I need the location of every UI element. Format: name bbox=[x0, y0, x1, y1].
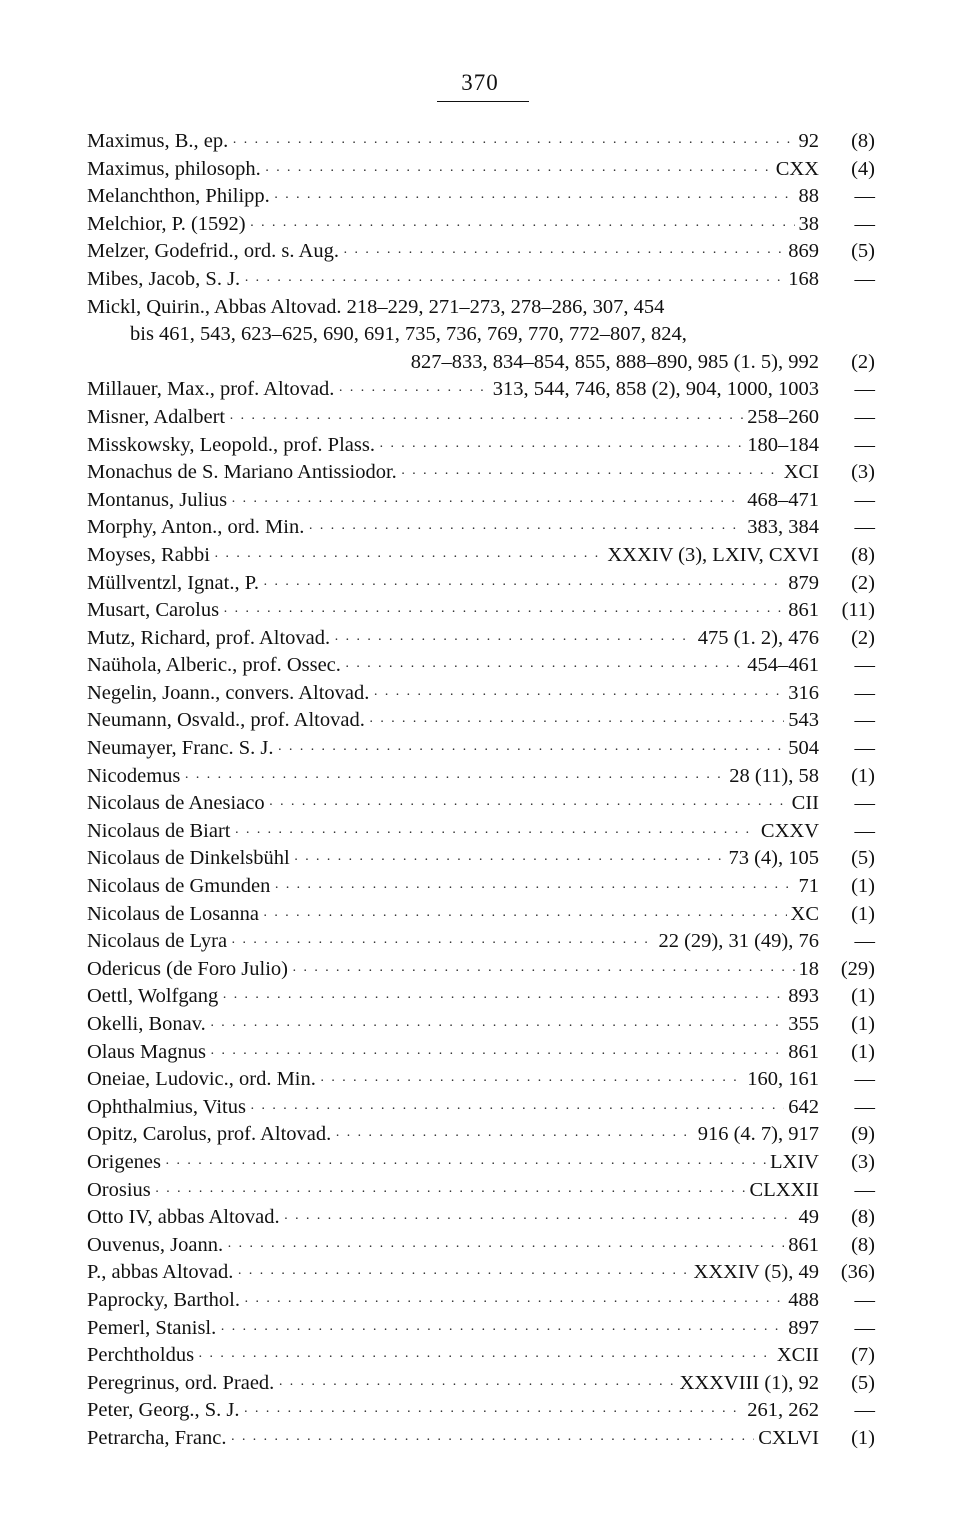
entry-pages: 383, 384 bbox=[747, 516, 819, 539]
entry-count: — bbox=[854, 737, 875, 760]
entry-count: (1) bbox=[851, 875, 875, 898]
entry-name: Orosius bbox=[87, 1178, 151, 1201]
entry-name: Maximus, philosoph. bbox=[87, 157, 261, 180]
entry-pages: CXX bbox=[775, 157, 819, 180]
entry-pages: 861 bbox=[788, 1040, 819, 1063]
entry-name: Odericus (de Foro Julio) bbox=[87, 957, 288, 980]
entry-pages: 916 (4. 7), 917 bbox=[697, 1123, 819, 1146]
entry-pages: 897 bbox=[788, 1316, 819, 1339]
entry-name: Nicolaus de Dinkelsbühl bbox=[87, 847, 290, 870]
entry-count: (2) bbox=[851, 350, 875, 373]
dot-leader bbox=[292, 958, 795, 986]
entry-pages: XC bbox=[790, 902, 819, 925]
entry-pages: 258–260 bbox=[747, 405, 819, 428]
entry-count: (2) bbox=[851, 626, 875, 649]
entry-count: (29) bbox=[840, 957, 875, 980]
entry-line bbox=[87, 349, 875, 377]
entry-name: Peregrinus, ord. Praed. bbox=[87, 1371, 275, 1394]
entry-line: Mickl, Quirin., Abbas Altovad. 218–229, 271–273, 278–286, 307, 454 bbox=[87, 295, 665, 318]
entry-count: — bbox=[854, 1095, 875, 1118]
dot-leader bbox=[223, 599, 784, 627]
entry-pages: 543 bbox=[788, 709, 819, 732]
entry-count: (7) bbox=[851, 1344, 875, 1367]
entry-name: Melanchthon, Philipp. bbox=[87, 185, 270, 208]
entry-count: — bbox=[854, 405, 875, 428]
entry-name: Mibes, Jacob, S. J. bbox=[87, 267, 241, 290]
index-entry bbox=[87, 818, 875, 846]
entry-name: Misskowsky, Leopold., prof. Plass. bbox=[87, 433, 375, 456]
entry-count: (8) bbox=[851, 543, 875, 566]
entry-pages: XXXVIII (1), 92 bbox=[679, 1371, 819, 1394]
entry-name: Oettl, Wolfgang bbox=[87, 985, 219, 1008]
entry-count: — bbox=[854, 212, 875, 235]
entry-count: — bbox=[854, 433, 875, 456]
index-entry bbox=[87, 983, 875, 1011]
entry-count: (2) bbox=[851, 571, 875, 594]
entry-name: Opitz, Carolus, prof. Altovad. bbox=[87, 1123, 332, 1146]
index-list bbox=[87, 128, 875, 1453]
dot-leader bbox=[230, 1427, 754, 1455]
entry-name: P., abbas Altovad. bbox=[87, 1261, 234, 1284]
index-entry bbox=[87, 1121, 875, 1149]
entry-name: Nicolaus de Losanna bbox=[87, 902, 259, 925]
dot-leader bbox=[155, 1179, 746, 1207]
dot-leader bbox=[338, 378, 488, 406]
entry-name: Ouvenus, Joann. bbox=[87, 1233, 224, 1256]
dot-leader bbox=[263, 572, 784, 600]
index-entry bbox=[87, 1039, 875, 1067]
entry-pages: 261, 262 bbox=[747, 1399, 819, 1422]
entry-pages: 475 (1. 2), 476 bbox=[697, 626, 819, 649]
entry-name: Neumayer, Franc. S. J. bbox=[87, 737, 274, 760]
entry-name: Musart, Carolus bbox=[87, 599, 220, 622]
index-entry bbox=[87, 1370, 875, 1398]
entry-pages: CXXV bbox=[760, 819, 819, 842]
entry-pages: 642 bbox=[788, 1095, 819, 1118]
entry-pages: XCII bbox=[776, 1344, 819, 1367]
dot-leader bbox=[220, 1317, 784, 1345]
dot-leader bbox=[369, 709, 784, 737]
dot-leader bbox=[278, 1372, 675, 1400]
entry-line: bis 461, 543, 623–625, 690, 691, 735, 736, 769, 770, 772–807, 824, bbox=[130, 323, 687, 346]
dot-leader bbox=[231, 930, 654, 958]
entry-name: Neumann, Osvald., prof. Altovad. bbox=[87, 709, 365, 732]
dot-leader bbox=[198, 1344, 773, 1372]
dot-leader bbox=[250, 1096, 784, 1124]
entry-count: (1) bbox=[851, 764, 875, 787]
index-entry bbox=[87, 790, 875, 818]
index-entry bbox=[87, 1177, 875, 1205]
dot-leader bbox=[232, 130, 794, 158]
entry-pages: 88 bbox=[798, 185, 819, 208]
index-entry bbox=[87, 597, 875, 625]
entry-count: (5) bbox=[851, 240, 875, 263]
index-entry bbox=[87, 542, 875, 570]
dot-leader bbox=[379, 434, 743, 462]
entry-name: Morphy, Anton., ord. Min. bbox=[87, 516, 305, 539]
dot-leader bbox=[308, 516, 743, 544]
dot-leader bbox=[210, 1041, 784, 1069]
entry-pages: CLXXII bbox=[749, 1178, 819, 1201]
index-group-1 bbox=[87, 128, 875, 294]
entry-name: Melzer, Godefrid., ord. s. Aug. bbox=[87, 240, 339, 263]
entry-name: Nicolaus de Biart bbox=[87, 819, 231, 842]
dot-leader bbox=[401, 461, 780, 489]
entry-pages: CII bbox=[791, 792, 819, 815]
index-entry bbox=[87, 1094, 875, 1122]
index-entry bbox=[87, 1232, 875, 1260]
index-entry bbox=[87, 1259, 875, 1287]
entry-count: — bbox=[854, 516, 875, 539]
entry-pages: 879 bbox=[788, 571, 819, 594]
entry-count: — bbox=[854, 1068, 875, 1091]
index-entry bbox=[87, 266, 875, 294]
entry-pages: XXXIV (3), LXIV, CXVI bbox=[607, 543, 819, 566]
entry-name: Oneiae, Ludovic., ord. Min. bbox=[87, 1068, 316, 1091]
index-entry-mickl bbox=[87, 294, 875, 377]
entry-count: (1) bbox=[851, 1013, 875, 1035]
index-entry bbox=[87, 514, 875, 542]
index-entry bbox=[87, 1011, 875, 1039]
entry-name: Maximus, B., ep. bbox=[87, 130, 229, 152]
dot-leader bbox=[244, 1399, 744, 1427]
entry-count: — bbox=[854, 267, 875, 290]
index-entry bbox=[87, 680, 875, 708]
index-entry bbox=[87, 956, 875, 984]
entry-name: Perchtholdus bbox=[87, 1344, 195, 1367]
entry-count: (9) bbox=[851, 1123, 875, 1146]
index-entry bbox=[87, 845, 875, 873]
dot-leader bbox=[334, 627, 694, 655]
index-group-2 bbox=[87, 376, 875, 1452]
dot-leader bbox=[227, 1234, 784, 1262]
dot-leader bbox=[265, 158, 772, 186]
entry-pages: 861 bbox=[788, 1233, 819, 1256]
dot-leader bbox=[335, 1123, 693, 1151]
dot-leader bbox=[263, 903, 787, 931]
index-entry bbox=[87, 1287, 875, 1315]
dot-leader bbox=[237, 1261, 689, 1289]
index-entry bbox=[87, 459, 875, 487]
index-entry bbox=[87, 928, 875, 956]
index-entry bbox=[87, 625, 875, 653]
dot-leader bbox=[210, 1013, 784, 1041]
entry-pages: 28 (11), 58 bbox=[729, 764, 819, 787]
entry-pages: 160, 161 bbox=[747, 1068, 819, 1091]
entry-count: (36) bbox=[840, 1261, 875, 1284]
entry-pages: 355 bbox=[788, 1013, 819, 1035]
index-entry bbox=[87, 1342, 875, 1370]
index-entry bbox=[87, 1066, 875, 1094]
dot-leader bbox=[165, 1151, 766, 1179]
index-entry bbox=[87, 1149, 875, 1177]
index-entry bbox=[87, 404, 875, 432]
entry-pages: CXLVI bbox=[758, 1426, 819, 1449]
entry-count: (8) bbox=[851, 1233, 875, 1256]
dot-leader bbox=[274, 875, 794, 903]
index-entry bbox=[87, 763, 875, 791]
entry-count: (5) bbox=[851, 1371, 875, 1394]
entry-count: (4) bbox=[851, 157, 875, 180]
dot-leader bbox=[244, 1289, 784, 1317]
index-entry bbox=[87, 238, 875, 266]
entry-name: Montanus, Julius bbox=[87, 488, 228, 511]
index-entry bbox=[87, 873, 875, 901]
entry-count: (3) bbox=[851, 461, 875, 484]
dot-leader bbox=[244, 268, 784, 296]
entry-name: Negelin, Joann., convers. Altovad. bbox=[87, 681, 370, 704]
index-entry bbox=[87, 376, 875, 404]
entry-name: Misner, Adalbert bbox=[87, 405, 226, 428]
entry-name: Millauer, Max., prof. Altovad. bbox=[87, 378, 335, 401]
dot-leader bbox=[345, 654, 743, 682]
header-rule bbox=[437, 101, 529, 102]
entry-pages: 313, 544, 746, 858 (2), 904, 1000, 1003 bbox=[492, 378, 819, 401]
entry-name: Okelli, Bonav. bbox=[87, 1013, 206, 1035]
index-entry bbox=[87, 1397, 875, 1425]
entry-count: — bbox=[854, 654, 875, 677]
entry-pages: 468–471 bbox=[747, 488, 819, 511]
entry-count: — bbox=[854, 930, 875, 953]
entry-count: (11) bbox=[841, 599, 875, 622]
entry-pages: LXIV bbox=[770, 1150, 819, 1173]
entry-pages: 22 (29), 31 (49), 76 bbox=[658, 930, 819, 953]
index-entry bbox=[87, 156, 875, 184]
entry-pages: 504 bbox=[788, 737, 819, 760]
entry-name: Nicolaus de Anesiaco bbox=[87, 792, 265, 815]
entry-count: — bbox=[854, 1316, 875, 1339]
entry-count: — bbox=[854, 488, 875, 511]
dot-leader bbox=[250, 213, 795, 241]
dot-leader bbox=[231, 489, 743, 517]
index-entry bbox=[87, 707, 875, 735]
dot-leader bbox=[320, 1068, 743, 1096]
entry-name: Paprocky, Barthol. bbox=[87, 1288, 240, 1311]
entry-pages: 861 bbox=[788, 599, 819, 622]
entry-pages: 893 bbox=[788, 985, 819, 1008]
dot-leader bbox=[229, 406, 743, 434]
dot-leader bbox=[222, 985, 784, 1013]
entry-name: Mutz, Richard, prof. Altovad. bbox=[87, 626, 331, 649]
entry-name: Pemerl, Stanisl. bbox=[87, 1316, 217, 1339]
entry-count: — bbox=[854, 1288, 875, 1311]
dot-leader bbox=[294, 847, 725, 875]
entry-count: — bbox=[854, 819, 875, 842]
entry-name: Nicodemus bbox=[87, 764, 181, 787]
entry-pages: 454–461 bbox=[747, 654, 819, 677]
entry-pages: 488 bbox=[788, 1288, 819, 1311]
dot-leader bbox=[343, 240, 784, 268]
entry-pages: 38 bbox=[798, 212, 819, 235]
entry-pages: 168 bbox=[788, 267, 819, 290]
entry-name: Moyses, Rabbi bbox=[87, 543, 210, 566]
index-entry bbox=[87, 570, 875, 598]
entry-name: Naühola, Alberic., prof. Ossec. bbox=[87, 654, 341, 677]
entry-pages: 180–184 bbox=[747, 433, 819, 456]
entry-count: (3) bbox=[851, 1150, 875, 1173]
entry-name: Nicolaus de Gmunden bbox=[87, 875, 271, 898]
index-entry bbox=[87, 128, 875, 156]
index-entry bbox=[87, 487, 875, 515]
dot-leader bbox=[184, 765, 725, 793]
index-entry bbox=[87, 735, 875, 763]
entry-count: — bbox=[854, 681, 875, 704]
entry-name: Ophthalmius, Vitus bbox=[87, 1095, 246, 1118]
entry-count: (5) bbox=[851, 847, 875, 870]
entry-name: Nicolaus de Lyra bbox=[87, 930, 228, 953]
entry-name: Müllventzl, Ignat., P. bbox=[87, 571, 259, 594]
index-entry bbox=[87, 901, 875, 929]
index-entry bbox=[87, 1315, 875, 1343]
entry-name: Monachus de S. Mariano Antissiodor. bbox=[87, 461, 397, 484]
entry-count: — bbox=[854, 1399, 875, 1422]
entry-count: — bbox=[854, 185, 875, 208]
dot-leader bbox=[277, 737, 784, 765]
dot-leader bbox=[373, 682, 784, 710]
entry-pages: XXXIV (5), 49 bbox=[693, 1261, 819, 1284]
entry-count: — bbox=[854, 709, 875, 732]
index-entry bbox=[87, 652, 875, 680]
entry-name: Melchior, P. (1592) bbox=[87, 212, 246, 235]
entry-name: Peter, Georg., S. J. bbox=[87, 1399, 240, 1422]
entry-pages: 71 bbox=[798, 875, 819, 898]
entry-pages: 827–833, 834–854, 855, 888–890, 985 (1. 5), 992 bbox=[410, 350, 819, 373]
entry-pages: 18 bbox=[798, 957, 819, 980]
dot-leader bbox=[284, 1206, 795, 1234]
index-entry bbox=[87, 211, 875, 239]
entry-count: (1) bbox=[851, 902, 875, 925]
entry-count: — bbox=[854, 792, 875, 815]
entry-name: Olaus Magnus bbox=[87, 1040, 207, 1063]
entry-name: Otto IV, abbas Altovad. bbox=[87, 1206, 280, 1229]
entry-pages: 316 bbox=[788, 681, 819, 704]
index-entry bbox=[87, 432, 875, 460]
entry-pages: XCI bbox=[783, 461, 819, 484]
entry-name: Petrarcha, Franc. bbox=[87, 1426, 227, 1449]
index-entry bbox=[87, 1425, 875, 1453]
entry-count: (1) bbox=[851, 1426, 875, 1449]
entry-count: (8) bbox=[851, 1206, 875, 1229]
dot-leader bbox=[274, 185, 795, 213]
entry-pages: 49 bbox=[798, 1206, 819, 1229]
page-number: 370 bbox=[461, 70, 499, 95]
entry-count: (1) bbox=[851, 985, 875, 1008]
dot-leader bbox=[269, 792, 788, 820]
entry-count: — bbox=[854, 1178, 875, 1201]
index-entry bbox=[87, 183, 875, 211]
dot-leader bbox=[214, 544, 603, 572]
index-entry bbox=[87, 1204, 875, 1232]
entry-pages: 92 bbox=[798, 130, 819, 152]
entry-count: (8) bbox=[851, 130, 875, 152]
dot-leader bbox=[234, 820, 756, 848]
entry-pages: 73 (4), 105 bbox=[728, 847, 819, 870]
entry-name: Origenes bbox=[87, 1150, 162, 1173]
entry-count: — bbox=[854, 378, 875, 401]
entry-pages: 869 bbox=[788, 240, 819, 263]
entry-count: (1) bbox=[851, 1040, 875, 1063]
